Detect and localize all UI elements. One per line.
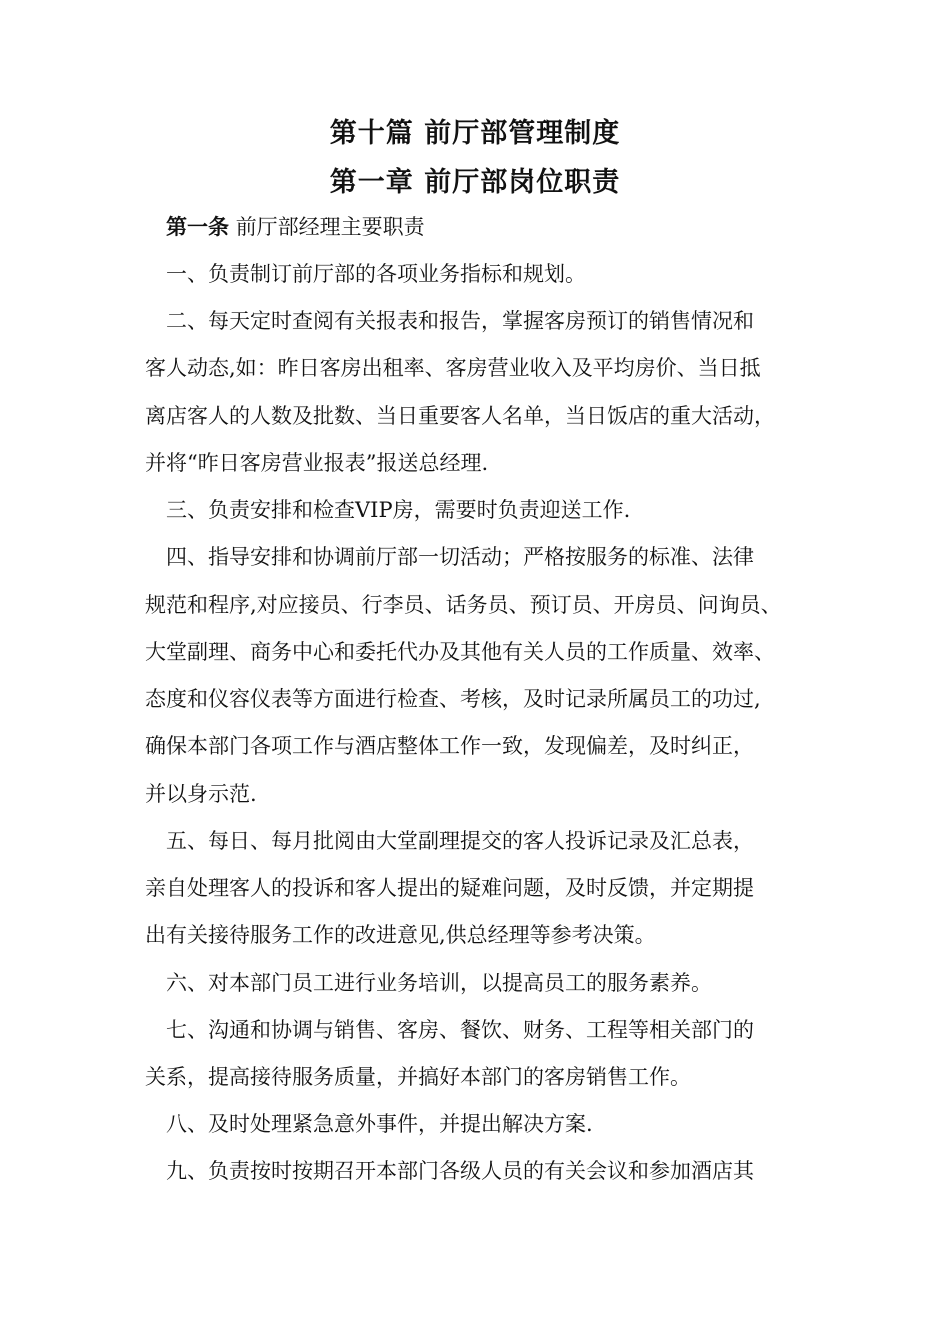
chapter-title: 第一章 前厅部岗位职责 <box>329 167 621 198</box>
part-title: 第十篇 前厅部管理制度 <box>329 118 621 149</box>
text-line: 态度和仪容仪表等方面进行检查、考核，及时记录所属员工的功过, <box>145 687 761 711</box>
text-line: 四、指导安排和协调前厅部一切活动；严格按服务的标准、法律 <box>166 545 754 569</box>
text-line: 三、负责安排和检查VIP房，需要时负责迎送工作. <box>166 498 631 522</box>
article-heading <box>166 212 425 242</box>
text-line: 关系，提高接待服务质量，并搞好本部门的客房销售工作。 <box>145 1065 691 1089</box>
text-line: 并以身示范. <box>145 782 257 806</box>
article-label: 第一条 <box>166 214 229 239</box>
text-line: 确保本部门各项工作与酒店整体工作一致，发现偏差，及时纠正， <box>145 734 754 758</box>
text-line: 二、每天定时查阅有关报表和报告，掌握客房预订的销售情况和 <box>166 309 754 333</box>
article-title: 前厅部经理主要职责 <box>235 215 425 239</box>
text-line: 九、负责按时按期召开本部门各级人员的有关会议和参加酒店其 <box>166 1159 754 1183</box>
text-line: 八、及时处理紧急意外事件，并提出解决方案. <box>166 1112 593 1136</box>
text-line: 五、每日、每月批阅由大堂副理提交的客人投诉记录及汇总表， <box>166 829 754 853</box>
text-line: 七、沟通和协调与销售、客房、餐饮、财务、工程等相关部门的 <box>166 1018 754 1042</box>
text-line: 规范和程序,对应接员、行李员、话务员、预订员、开房员、问询员、 <box>145 593 782 617</box>
text-line: 并将“昨日客房营业报表”报送总经理. <box>145 451 489 475</box>
text-line: 出有关接待服务工作的改进意见,供总经理等参考决策。 <box>145 923 656 947</box>
text-line: 六、对本部门员工进行业务培训，以提高员工的服务素养。 <box>166 971 712 995</box>
text-line: 离店客人的人数及批数、当日重要客人名单，当日饭店的重大活动， <box>145 404 775 428</box>
text-line: 一、负责制订前厅部的各项业务指标和规划。 <box>166 262 586 286</box>
text-line: 亲自处理客人的投诉和客人提出的疑难问题，及时反馈，并定期提 <box>145 876 754 900</box>
text-line: 客人动态,如：昨日客房出租率、客房营业收入及平均房价、当日抵 <box>145 356 761 380</box>
text-line: 大堂副理、商务中心和委托代办及其他有关人员的工作质量、效率、 <box>145 640 775 664</box>
